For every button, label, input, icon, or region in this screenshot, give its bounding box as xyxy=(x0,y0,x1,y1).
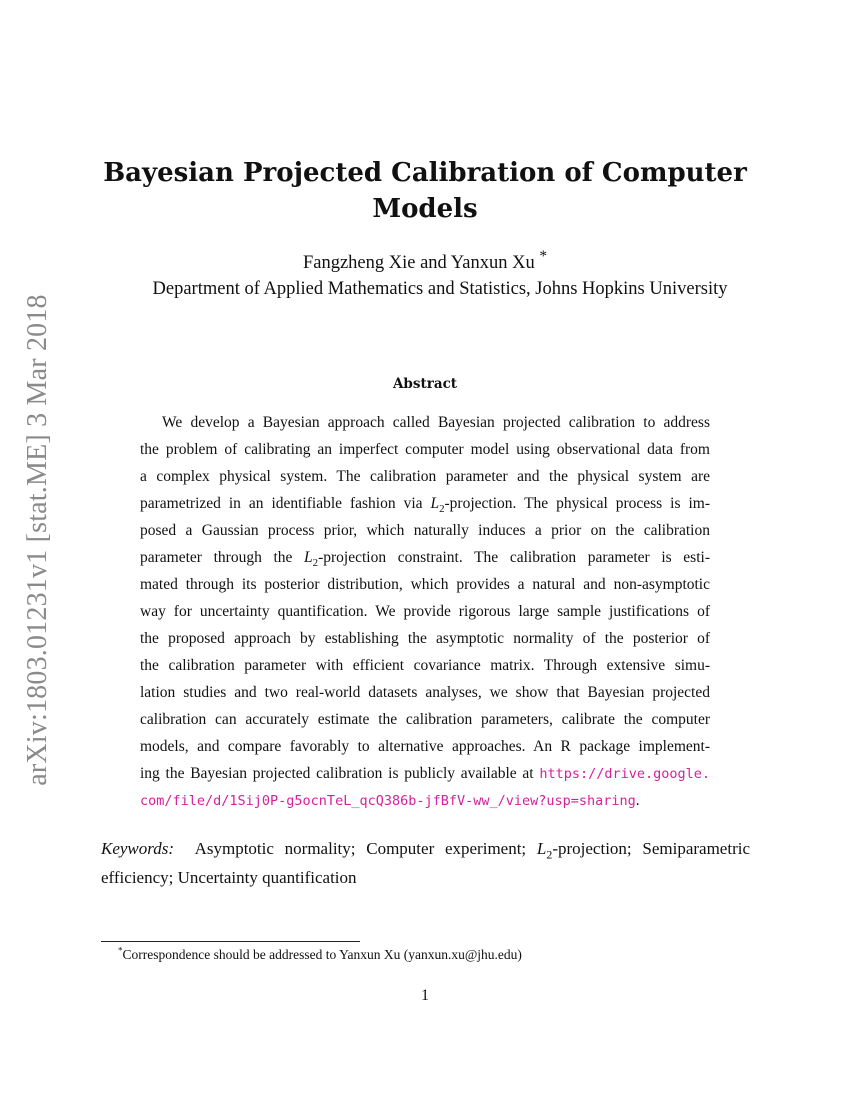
abstract-line: posed a Gaussian process prior, which naturally induces a prior on the calibration xyxy=(140,522,710,539)
math-subscript: 2 xyxy=(546,847,553,862)
abstract-line: the proposed approach by establishing the asymptotic normality of the posterior of xyxy=(140,630,710,647)
keywords-text: -projection; Semiparametric xyxy=(552,839,750,858)
package-link[interactable]: https://drive.google. xyxy=(539,766,710,782)
package-link-continued[interactable]: com/file/d/1Sij0P-g5ocnTeL_qcQ386b-jfBfV-ww_/view?usp=sharing xyxy=(140,793,636,809)
abstract-text: -projection. The physical process is im- xyxy=(444,495,710,512)
abstract-text: ing the Bayesian projected calibration is publicly available at xyxy=(140,765,540,782)
math-subscript: 2 xyxy=(439,503,445,516)
abstract-line: way for uncertainty quantification. We provide rigorous large sample justifications of xyxy=(140,603,710,620)
math-l: L xyxy=(430,495,440,512)
abstract-line xyxy=(140,787,710,814)
paper-title: Bayesian Projected Calibration of Computer Models xyxy=(103,158,747,224)
author-footnote-mark: * xyxy=(539,247,548,265)
footnote-mark: * xyxy=(118,945,123,956)
math-subscript: 2 xyxy=(312,557,319,570)
footnote-divider xyxy=(101,941,360,942)
author-line xyxy=(100,247,750,276)
abstract-line: models, and compare favorably to alternative approaches. An R package implement- xyxy=(140,738,710,755)
keywords-label: Keywords: xyxy=(101,839,175,858)
abstract-line: lation studies and two real-world datasets analyses, we show that Bayesian projected xyxy=(140,684,710,701)
abstract-line: We develop a Bayesian approach called Bayesian projected calibration to address xyxy=(162,414,710,431)
abstract-text: parametrized in an identifiable fashion via xyxy=(140,495,431,512)
abstract-line: the problem of calibrating an imperfect computer model using observational data from xyxy=(140,441,710,458)
abstract-text: . xyxy=(635,792,640,809)
keywords-line xyxy=(101,834,750,863)
footnote-text: Correspondence should be addressed to Yanxun Xu (yanxun.xu@jhu.edu) xyxy=(122,947,522,962)
abstract-line: mated through its posterior distribution, which provides a natural and non-asymptotic xyxy=(140,576,710,593)
abstract-body xyxy=(140,409,710,814)
author-names: Fangzheng Xie and Yanxun Xu xyxy=(302,253,535,273)
arxiv-identifier-stamp: arXiv:1803.01231v1 [stat.ME] 3 Mar 2018 xyxy=(22,294,53,786)
abstract-line xyxy=(140,760,710,787)
abstract-line xyxy=(140,490,710,517)
abstract-text: parameter through the xyxy=(140,549,305,566)
abstract-text: -projection constraint. The calibration parameter is esti- xyxy=(318,549,710,566)
abstract-heading: Abstract xyxy=(392,376,458,392)
footnote xyxy=(118,945,522,965)
abstract-line: calibration can accurately estimate the calibration parameters, calibrate the computer xyxy=(140,711,710,728)
keywords-section xyxy=(101,834,750,892)
abstract-line xyxy=(140,544,710,571)
keywords-line: efficiency; Uncertainty quantification xyxy=(101,868,357,887)
math-l: L xyxy=(536,839,547,858)
keywords-text: Asymptotic normality; Computer experiment; xyxy=(194,839,537,858)
math-l: L xyxy=(304,549,313,566)
abstract-line: a complex physical system. The calibration parameter and the physical system are xyxy=(140,468,710,485)
abstract-line: the calibration parameter with efficient covariance matrix. Through extensive simu- xyxy=(140,657,710,674)
affiliation: Department of Applied Mathematics and Statistics, Johns Hopkins University xyxy=(152,279,728,299)
page-number: 1 xyxy=(421,987,429,1004)
